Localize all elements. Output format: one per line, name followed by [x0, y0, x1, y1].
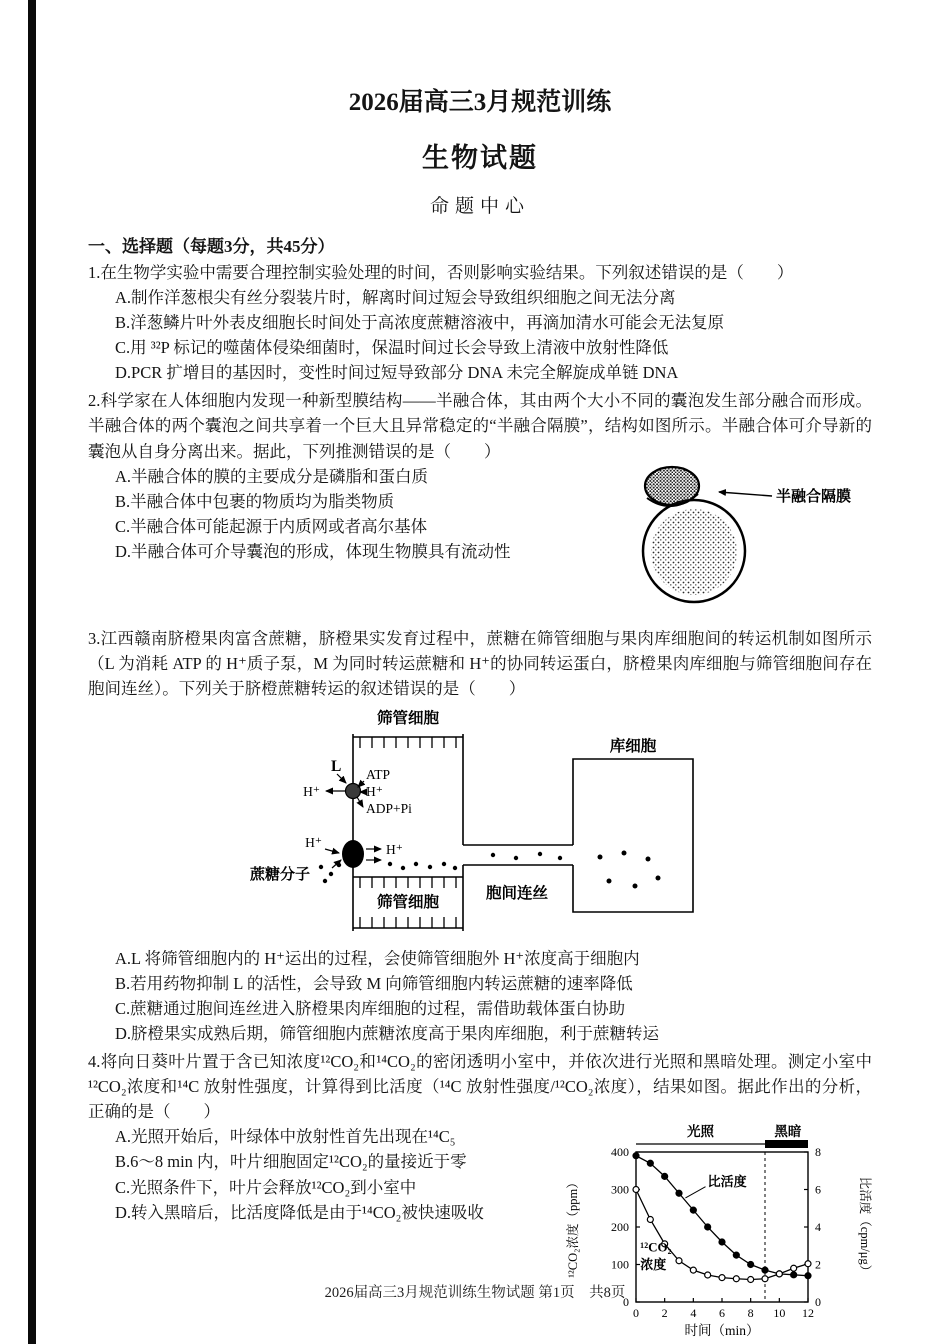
- svg-text:比活度: 比活度: [707, 1174, 747, 1190]
- question-1-option-d: D.PCR 扩增目的基因时，变性时间过短导致部分 DNA 未完全解旋成单链 DNA: [115, 363, 679, 383]
- q3-figure-svg: [248, 707, 728, 939]
- question-4-option-a: A.光照开始后，叶绿体中放射性首先出现在¹⁴C₅: [115, 1127, 456, 1147]
- svg-text:时间（min）: 时间（min）: [684, 1323, 760, 1339]
- question-3-option-c: C.蔗糖通过胞间连丝进入脐橙果肉库细胞的过程，需借助载体蛋白协助: [115, 999, 626, 1019]
- q3-label-adp-pi: ADP+Pi: [366, 800, 412, 816]
- hemifusion-label-arrow: [719, 492, 772, 496]
- question-4-stem: 4.将向日葵叶片置于含已知浓度¹²CO₂和¹⁴CO₂的密闭透明小室中，并依次进行光照和黑暗处理。测定小室中¹²CO₂浓度和¹⁴C 放射性强度，计算得到比活度（¹⁴C 放射性强度/¹²CO₂浓度），结果如图。据此作出的分析，正确的是（ ）: [88, 1052, 872, 1122]
- page-content: [88, 82, 872, 1344]
- q2-hemifusion-figure: [622, 456, 872, 623]
- q3-label-sieve-cell-top: 筛管细胞: [376, 709, 440, 727]
- question-3-option-d: D.脐橙果实成熟后期，筛管细胞内蔗糖浓度高于果肉库细胞，利于蔗糖转运: [115, 1024, 660, 1044]
- svg-text:0: 0: [815, 1295, 821, 1310]
- question-2-option-a: A.半融合体的膜的主要成分是磷脂和蛋白质: [115, 466, 429, 486]
- exam-title: 2026届高三3月规范训练: [348, 89, 612, 116]
- question-2-option-c: C.半融合体可能起源于内质网或者高尔基体: [115, 516, 428, 536]
- svg-text:300: 300: [611, 1182, 629, 1197]
- svg-text:2: 2: [815, 1257, 821, 1272]
- svg-text:4: 4: [815, 1220, 821, 1235]
- svg-text:¹²CO₂: ¹²CO₂: [640, 1239, 672, 1255]
- svg-text:¹²CO₂浓度（ppm）: ¹²CO₂浓度（ppm）: [566, 1176, 580, 1279]
- q3-label-sink-cell: 库细胞: [609, 737, 657, 755]
- q4-chart-svg: [562, 1118, 872, 1340]
- svg-text:400: 400: [611, 1145, 629, 1160]
- svg-text:黑暗: 黑暗: [774, 1124, 802, 1140]
- committee-label: 命题中心: [429, 196, 530, 217]
- svg-text:6: 6: [719, 1306, 725, 1321]
- svg-text:光照: 光照: [687, 1124, 714, 1140]
- q3-label-h-inside-pump: H⁺: [366, 783, 383, 799]
- scan-binding-strip: [28, 0, 36, 1344]
- question-2: [88, 388, 872, 622]
- exam-subtitle: 生物试题: [422, 143, 538, 173]
- question-4-option-d: D.转入黑暗后，比活度降低是由于¹⁴CO₂被快速吸收: [115, 1202, 484, 1222]
- svg-text:0: 0: [633, 1306, 639, 1321]
- q3-label-sucrose-molecules: 蔗糖分子: [250, 866, 311, 883]
- q3-label-h-outside-pump: H⁺: [303, 783, 320, 799]
- svg-text:8: 8: [815, 1145, 821, 1160]
- small-vesicle: [645, 467, 699, 506]
- q3-label-L: L: [331, 757, 342, 775]
- section-heading: 一、选择题（每题3分，共45分）: [88, 237, 335, 256]
- large-vesicle: [643, 500, 745, 602]
- q3-label-plasmodesmata: 胞间连丝: [486, 884, 549, 902]
- question-4-option-c: C.光照条件下，叶片会释放¹²CO₂到小室中: [115, 1177, 417, 1197]
- q3-transport-figure: [248, 707, 872, 944]
- svg-text:12: 12: [802, 1306, 814, 1321]
- question-2-stem: 2.科学家在人体细胞内发现一种新型膜结构——半融合体，其由两个大小不同的囊泡发生部分融合而形成。半融合体的两个囊泡之间共享着一个巨大且异常稳定的“半融合隔膜”，结构如图所示。半融合体可介导新的囊泡从自身分离出来。据此，下列推测错误的是（ ）: [88, 391, 872, 461]
- question-1-option-c: C.用 ³²P 标记的噬菌体侵染细菌时，保温时间过长会导致上清液中放射性降低: [115, 338, 669, 358]
- proton-pump-L: [346, 783, 361, 798]
- svg-text:200: 200: [611, 1220, 629, 1235]
- q2-label-hemifusion-diaphragm: 半融合隔膜: [776, 488, 852, 505]
- page-footer: 2026届高三3月规范训练生物试题 第1页 共8页: [324, 1285, 626, 1301]
- svg-text:6: 6: [815, 1182, 821, 1197]
- question-1: [88, 260, 872, 385]
- question-2-options: [88, 464, 622, 564]
- question-4-options: [88, 1124, 562, 1224]
- question-1-option-b: B.洋葱鳞片叶外表皮细胞长时间处于高浓度蔗糖溶液中，再滴加清水可能会无法复原: [115, 313, 725, 333]
- svg-text:0: 0: [623, 1295, 629, 1310]
- question-2-option-b: B.半融合体中包裹的物质均为脂类物质: [115, 491, 395, 511]
- q3-label-M: M: [346, 846, 360, 862]
- q3-label-h-inside-M: H⁺: [386, 841, 403, 857]
- question-1-stem: 1.在生物学实验中需要合理控制实验处理的时间，否则影响实验结果。下列叙述错误的是（ ）: [88, 263, 794, 282]
- svg-text:2: 2: [661, 1306, 668, 1321]
- question-3-option-b: B.若用药物抑制 L 的活性，会导致 M 向筛管细胞内转运蔗糖的速率降低: [115, 973, 633, 993]
- question-2-option-d: D.半融合体可介导囊泡的形成，体现生物膜具有流动性: [115, 541, 511, 561]
- q3-label-atp: ATP: [366, 766, 391, 782]
- q2-figure-svg: [622, 456, 872, 618]
- svg-text:100: 100: [611, 1257, 629, 1272]
- question-1-option-a: A.制作洋葱根尖有丝分裂装片时，解离时间过短会导致组织细胞之间无法分离: [115, 288, 676, 308]
- q4-chart-figure: [562, 1118, 872, 1344]
- question-4-option-b: B.6～8 min 内，叶片细胞固定¹²CO₂的量接近于零: [115, 1152, 467, 1172]
- sink-cell-box: [573, 759, 693, 912]
- sucrose-molecule-dots: [319, 850, 661, 888]
- question-3-stem: 3.江西赣南脐橙果肉富含蔗糖，脐橙果实发育过程中，蔗糖在筛管细胞与果肉库细胞间的转运机制如图所示（L 为消耗 ATP 的 H⁺质子泵，M 为同时转运蔗糖和 H⁺的协同转运蛋白，脐橙果肉库细胞与筛管细胞间存在胞间连丝）。下列关于脐橙蔗糖转运的叙述错误的是（ ）: [88, 628, 872, 698]
- question-3-option-a: A.L 将筛管细胞内的 H⁺运出的过程，会使筛管细胞外 H⁺浓度高于细胞内: [115, 948, 640, 968]
- q3-label-h-outside-M: H⁺: [305, 834, 322, 850]
- svg-text:比活度（cpm/μg）: 比活度（cpm/μg）: [858, 1177, 872, 1278]
- svg-text:4: 4: [690, 1306, 697, 1321]
- svg-text:8: 8: [747, 1306, 754, 1321]
- question-3: [88, 626, 872, 1047]
- svg-text:浓度: 浓度: [640, 1257, 667, 1273]
- svg-text:10: 10: [773, 1306, 786, 1321]
- q3-label-sieve-cell-bottom: 筛管细胞: [376, 893, 440, 911]
